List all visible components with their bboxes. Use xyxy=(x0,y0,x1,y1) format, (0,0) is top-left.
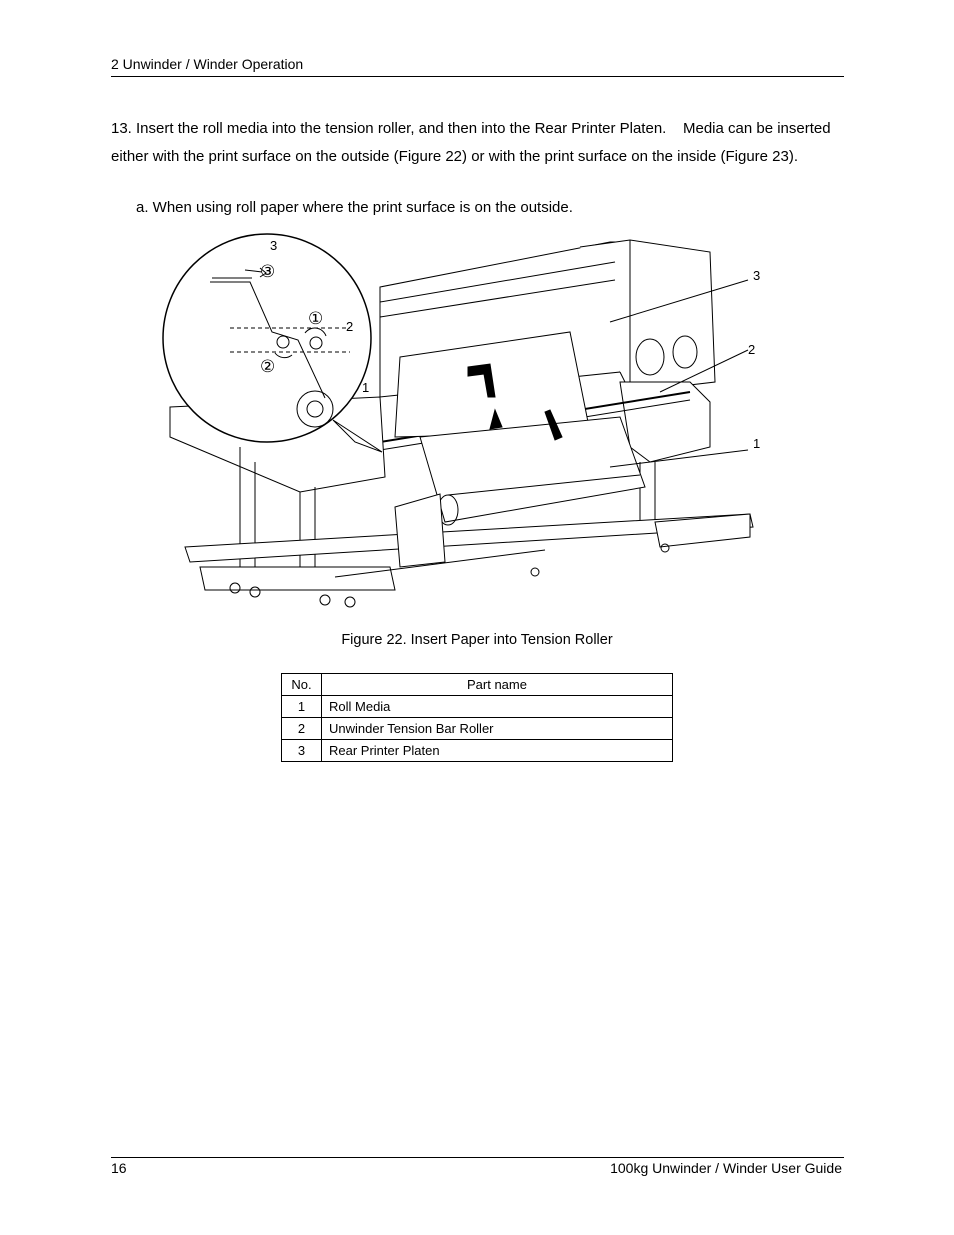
part-name: Unwinder Tension Bar Roller xyxy=(322,718,673,740)
detail-callout-2: 2 xyxy=(346,319,354,334)
header-rule xyxy=(111,76,844,77)
table-header-row xyxy=(282,674,673,696)
part-number: 3 xyxy=(282,740,322,762)
column-header-part-name: Part name xyxy=(322,674,673,696)
callout-2: 2 xyxy=(748,342,756,357)
page-number: 16 xyxy=(111,1160,127,1176)
document-title: 100kg Unwinder / Winder User Guide xyxy=(610,1160,842,1176)
step-13-paragraph: 13. Insert the roll media into the tension roller, and then into the Rear Printer Platen. Media can be inserted either with the print surface on the outside (Figure 22) or with the print surface on the inside (Figure 23). xyxy=(111,120,831,165)
table-row xyxy=(282,696,673,718)
figure-caption: Figure 22. Insert Paper into Tension Roller xyxy=(341,632,613,648)
parts-table xyxy=(281,673,673,762)
callout-3: 3 xyxy=(753,268,761,283)
part-number: 1 xyxy=(282,696,322,718)
sub-step-a: a. When using roll paper where the print surface is on the outside. xyxy=(136,199,573,216)
running-header: 2 Unwinder / Winder Operation xyxy=(111,56,304,72)
table-row xyxy=(282,718,673,740)
column-header-no: No. xyxy=(282,674,322,696)
detail-step-2-marker: ② xyxy=(260,357,276,376)
figure-22-illustration xyxy=(150,232,790,612)
part-name: Roll Media xyxy=(322,696,673,718)
detail-step-1-marker: ① xyxy=(308,309,324,328)
detail-callout-3: 3 xyxy=(270,238,278,253)
part-number: 2 xyxy=(282,718,322,740)
detail-step-3-marker: ③ xyxy=(260,262,276,281)
footer-rule xyxy=(111,1157,844,1158)
callout-1: 1 xyxy=(753,436,761,451)
table-row xyxy=(282,740,673,762)
detail-callout-1: 1 xyxy=(362,380,370,395)
part-name: Rear Printer Platen xyxy=(322,740,673,762)
printer-line-drawing xyxy=(150,232,790,612)
